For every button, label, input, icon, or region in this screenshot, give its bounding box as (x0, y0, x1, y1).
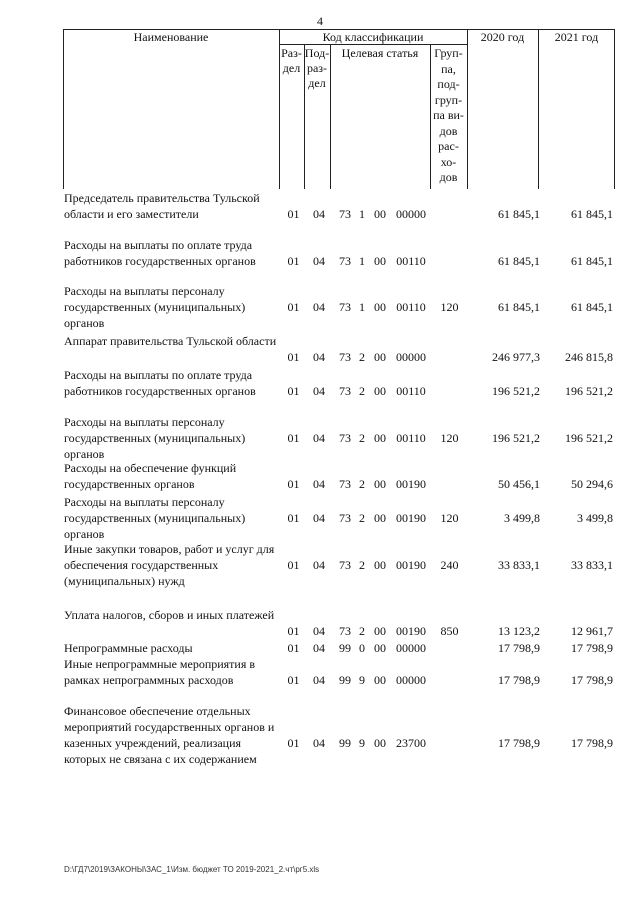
cell-pr: 04 (313, 254, 325, 268)
table-row (0, 640, 640, 656)
table-header (63, 29, 615, 189)
header-2020: 2020 год (480, 30, 525, 44)
header-podrazdel: Под- раз- дел (304, 46, 330, 90)
cell-b: 2 (359, 350, 365, 364)
cell-pr: 04 (313, 511, 325, 525)
table-row (0, 414, 640, 462)
cell-v2020: 61 845,1 (498, 254, 540, 268)
cell-pr: 04 (313, 384, 325, 398)
cell-v2020: 196 521,2 (492, 384, 540, 398)
header-group: Груп- па, под- груп- па ви- дов рас- хо- дов (433, 46, 464, 184)
row-name: Расходы на выплаты персоналу государственных (муниципальных) органов (64, 415, 246, 461)
cell-b: 2 (359, 558, 365, 572)
cell-v2020: 246 977,3 (492, 350, 540, 364)
cell-v2020: 61 845,1 (498, 300, 540, 314)
cell-v2020: 33 833,1 (498, 558, 540, 572)
cell-pr: 04 (313, 350, 325, 364)
table-row (0, 460, 640, 492)
cell-v2021: 61 845,1 (571, 300, 613, 314)
cell-pr: 04 (313, 673, 325, 687)
cell-b: 2 (359, 431, 365, 445)
cell-pr: 04 (313, 641, 325, 655)
cell-d: 00190 (396, 511, 426, 525)
cell-pr: 04 (313, 207, 325, 221)
cell-v2020: 17 798,9 (498, 673, 540, 687)
cell-d: 00000 (396, 673, 426, 687)
cell-d: 00190 (396, 558, 426, 572)
table-row (0, 607, 640, 639)
table-row (0, 703, 640, 783)
cell-a: 73 (339, 254, 351, 268)
cell-d: 00110 (396, 431, 426, 445)
cell-v2021: 33 833,1 (571, 558, 613, 572)
header-name: Наименование (133, 30, 209, 44)
cell-rz: 01 (287, 350, 300, 364)
cell-c: 00 (374, 511, 386, 525)
cell-rz: 01 (287, 207, 300, 221)
cell-a: 73 (339, 477, 351, 491)
cell-d: 00110 (396, 300, 426, 314)
cell-v2021: 17 798,9 (571, 736, 613, 750)
cell-a: 73 (339, 431, 351, 445)
cell-rz: 01 (287, 431, 300, 445)
header-col-line-3 (330, 45, 331, 189)
row-name: Иные непрограммные мероприятия в рамках непрограммных расходов (64, 657, 256, 687)
cell-c: 00 (374, 350, 386, 364)
cell-c: 00 (374, 736, 386, 750)
header-2021: 2021 год (554, 30, 599, 44)
cell-rz: 01 (287, 641, 300, 655)
cell-b: 9 (359, 673, 365, 687)
cell-c: 00 (374, 477, 386, 491)
cell-b: 9 (359, 736, 365, 750)
cell-pr: 04 (313, 300, 325, 314)
cell-d: 23700 (396, 736, 426, 750)
cell-a: 99 (339, 736, 351, 750)
cell-a: 73 (339, 350, 351, 364)
cell-a: 99 (339, 641, 351, 655)
row-name: Финансовое обеспечение отдельных мероприятий государственных органов и казенных учреждений, реализация которых не связана с их содержанием (64, 704, 275, 766)
table-row (0, 541, 640, 589)
header-target: Целевая статья (341, 46, 419, 60)
cell-v2021: 246 815,8 (565, 350, 613, 364)
row-name: Председатель правительства Тульской области и его заместители (64, 191, 260, 221)
cell-v2021: 61 845,1 (571, 254, 613, 268)
cell-pr: 04 (313, 558, 325, 572)
table-row (0, 190, 640, 222)
cell-v2020: 17 798,9 (498, 736, 540, 750)
cell-v2021: 12 961,7 (571, 624, 613, 638)
page-number: 4 (317, 14, 323, 28)
cell-c: 00 (374, 300, 386, 314)
cell-c: 00 (374, 207, 386, 221)
cell-a: 73 (339, 558, 351, 572)
cell-v2020: 50 456,1 (498, 477, 540, 491)
cell-c: 00 (374, 431, 386, 445)
cell-pr: 04 (313, 624, 325, 638)
cell-rz: 01 (287, 673, 300, 687)
cell-v2021: 196 521,2 (565, 384, 613, 398)
row-name: Иные закупки товаров, работ и услуг для обеспечения государственных (муниципальных) нужд (64, 542, 275, 588)
table-row (0, 494, 640, 542)
row-name: Расходы на выплаты по оплате труда работников государственных органов (64, 368, 256, 398)
header-border-right (614, 29, 615, 189)
table-row (0, 367, 640, 399)
cell-b: 1 (359, 254, 365, 268)
cell-a: 73 (339, 300, 351, 314)
cell-d: 00000 (396, 350, 426, 364)
cell-c: 00 (374, 673, 386, 687)
cell-vr: 120 (440, 431, 459, 445)
cell-v2020: 196 521,2 (492, 431, 540, 445)
row-name: Расходы на обеспечение функций государственных органов (64, 461, 237, 491)
header-col-line-5 (467, 29, 468, 189)
file-path-footer: D:\ГД7\2019\ЗАКОНЫ\ЗАС_1\Изм. бюджет ТО 2019-2021_2.чт\рг5.xls (64, 865, 320, 874)
cell-vr: 120 (440, 511, 459, 525)
cell-v2021: 17 798,9 (571, 673, 613, 687)
cell-d: 00000 (396, 207, 426, 221)
cell-d: 00190 (396, 477, 426, 491)
cell-rz: 01 (287, 558, 300, 572)
row-name: Непрограммные расходы (64, 641, 193, 655)
row-name: Расходы на выплаты персоналу государственных (муниципальных) органов (64, 495, 246, 541)
row-name: Расходы на выплаты по оплате труда работников государственных органов (64, 238, 256, 268)
cell-a: 99 (339, 673, 351, 687)
cell-d: 00110 (396, 384, 426, 398)
cell-c: 00 (374, 384, 386, 398)
cell-rz: 01 (287, 511, 300, 525)
cell-b: 1 (359, 300, 365, 314)
table-row (0, 237, 640, 269)
row-name: Уплата налогов, сборов и иных платежей (64, 608, 275, 622)
cell-v2021: 3 499,8 (577, 511, 613, 525)
cell-b: 2 (359, 511, 365, 525)
cell-v2021: 17 798,9 (571, 641, 613, 655)
cell-v2020: 17 798,9 (498, 641, 540, 655)
cell-a: 73 (339, 207, 351, 221)
cell-rz: 01 (287, 300, 300, 314)
cell-v2020: 61 845,1 (498, 207, 540, 221)
header-code: Код классификации (322, 30, 424, 44)
cell-d: 00190 (396, 624, 426, 638)
table-row (0, 656, 640, 688)
cell-c: 00 (374, 558, 386, 572)
cell-c: 00 (374, 641, 386, 655)
cell-rz: 01 (287, 736, 300, 750)
row-name: Аппарат правительства Тульской области (64, 334, 277, 348)
cell-a: 73 (339, 511, 351, 525)
cell-pr: 04 (313, 736, 325, 750)
cell-vr: 850 (440, 624, 459, 638)
cell-rz: 01 (287, 624, 300, 638)
row-name: Расходы на выплаты персоналу государственных (муниципальных) органов (64, 284, 246, 330)
cell-pr: 04 (313, 477, 325, 491)
cell-b: 2 (359, 477, 365, 491)
cell-v2021: 50 294,6 (571, 477, 613, 491)
header-border-left (63, 29, 64, 189)
cell-a: 73 (339, 624, 351, 638)
cell-b: 2 (359, 384, 365, 398)
header-col-line-6 (538, 29, 539, 189)
cell-v2021: 196 521,2 (565, 431, 613, 445)
cell-pr: 04 (313, 431, 325, 445)
table-row (0, 333, 640, 365)
cell-v2020: 13 123,2 (498, 624, 540, 638)
cell-c: 00 (374, 624, 386, 638)
cell-d: 00110 (396, 254, 426, 268)
cell-b: 0 (359, 641, 365, 655)
cell-v2020: 3 499,8 (504, 511, 540, 525)
cell-rz: 01 (287, 384, 300, 398)
cell-rz: 01 (287, 254, 300, 268)
cell-vr: 120 (440, 300, 459, 314)
cell-a: 73 (339, 384, 351, 398)
cell-v2021: 61 845,1 (571, 207, 613, 221)
header-razdel: Раз- дел (281, 46, 302, 75)
cell-c: 00 (374, 254, 386, 268)
cell-b: 2 (359, 624, 365, 638)
table-row (0, 283, 640, 331)
cell-b: 1 (359, 207, 365, 221)
cell-d: 00000 (396, 641, 426, 655)
cell-vr: 240 (440, 558, 459, 572)
cell-rz: 01 (287, 477, 300, 491)
